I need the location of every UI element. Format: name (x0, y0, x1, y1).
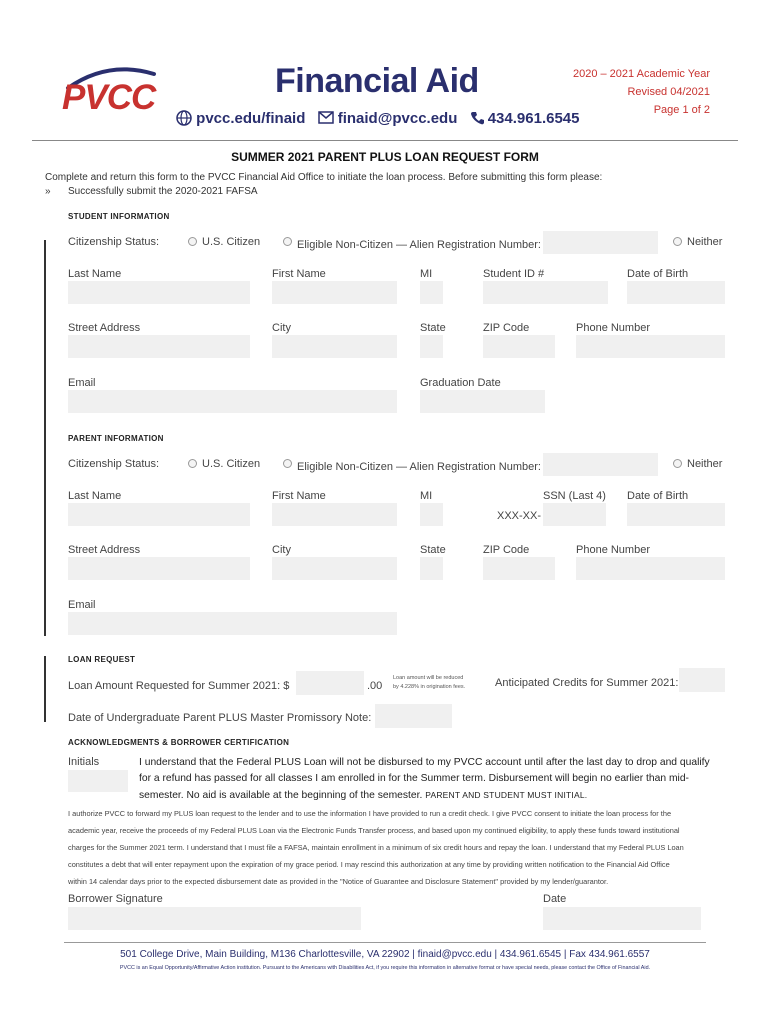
ack-line2: for a refund has passed for all classes I am enrolled in for the Summer term. Disbursement will begin no earlier than mid- (139, 773, 689, 784)
ack-section-heading: ACKNOWLEDGMENTS & BORROWER CERTIFICATION (68, 738, 290, 747)
radio-label: U.S. Citizen (202, 458, 261, 470)
bullet-text: Successfully submit the 2020-2021 FAFSA (68, 186, 258, 197)
form-title: SUMMER 2021 PARENT PLUS LOAN REQUEST FORM (231, 150, 539, 164)
ack-line1: I understand that the Federal PLUS Loan will not be disbursed to my PVCC account until after the last day to drop and qualify (139, 757, 710, 768)
radio-label: U.S. Citizen (202, 236, 261, 248)
parent-radio-neither[interactable] (673, 458, 722, 470)
parent-city-field[interactable] (272, 557, 397, 580)
ack-line3-text: semester. No aid is available at the beginning of the semester. (139, 790, 423, 801)
parent-state-label: State (420, 544, 446, 556)
student-first-name-field[interactable] (272, 281, 397, 304)
student-zip-field[interactable] (483, 335, 555, 358)
parent-section-bar (44, 436, 46, 636)
header-divider (32, 140, 738, 141)
auth-line2: academic year, receive the proceeds of my Federal PLUS Loan via the Electronic Funds Transfer process, and based upon my continued eligibility, to apply these funds toward institutional (68, 826, 680, 835)
fee-note-line1: Loan amount will be reduced (393, 675, 464, 681)
phone-link[interactable]: 434.961.6545 (487, 110, 580, 127)
academic-year: 2020 – 2021 Academic Year (572, 68, 710, 80)
radio-label: Neither (687, 458, 723, 470)
student-first-name-label: First Name (272, 268, 326, 280)
student-section-bar (44, 240, 46, 440)
mpn-date-field[interactable] (375, 704, 452, 728)
parent-first-name-field[interactable] (272, 503, 397, 526)
mail-icon (318, 111, 334, 124)
parent-citizenship-label: Citizenship Status: (68, 458, 160, 470)
parent-radio-eligible[interactable] (283, 458, 541, 473)
radio-label: Neither (687, 236, 723, 248)
form-intro: Complete and return this form to the PVCC Financial Aid Office to initiate the loan process. Before submitting this form please: (45, 172, 603, 183)
radio-label: Eligible Non-Citizen — Alien Registration Number: (297, 239, 541, 251)
signature-field[interactable] (68, 907, 361, 930)
revised-date: Revised 04/2021 (627, 86, 710, 98)
student-last-name-label: Last Name (68, 268, 122, 280)
radio-icon[interactable] (188, 459, 197, 468)
fee-note (393, 674, 465, 692)
date-label: Date (543, 893, 567, 905)
website-link[interactable]: pvcc.edu/finaid (196, 110, 306, 127)
student-mi-field[interactable] (420, 281, 443, 304)
page-number: Page 1 of 2 (653, 104, 710, 116)
student-phone-label: Phone Number (576, 322, 650, 334)
parent-alien-number-field[interactable] (543, 453, 658, 476)
student-street-label: Street Address (68, 322, 141, 334)
credits-field[interactable] (679, 668, 725, 692)
student-id-label: Student ID # (483, 268, 545, 280)
mpn-date-label: Date of Undergraduate Parent PLUS Master Promissory Note: (68, 712, 372, 724)
parent-email-label: Email (68, 599, 96, 611)
radio-icon[interactable] (673, 459, 682, 468)
logo-text: PVCC (62, 78, 156, 117)
parent-street-label: Street Address (68, 544, 141, 556)
student-state-label: State (420, 322, 446, 334)
footer-address: 501 College Drive, Main Building, M136 Charlottesville, VA 22902 | finaid@pvcc.edu | 434.961.6545 | Fax 434.961.6557 (120, 949, 650, 960)
radio-icon[interactable] (283, 459, 292, 468)
student-section-heading: STUDENT INFORMATION (68, 212, 170, 221)
parent-last-name-field[interactable] (68, 503, 250, 526)
authorization-text (68, 805, 728, 890)
auth-line1: I authorize PVCC to forward my PLUS loan request to the lender and to use the information I have provided to run a credit check. I give PVCC consent to initiate the loan process for the (68, 809, 672, 818)
radio-label: Eligible Non-Citizen — Alien Registration Number: (297, 461, 541, 473)
student-city-field[interactable] (272, 335, 397, 358)
parent-dob-label: Date of Birth (627, 490, 689, 502)
loan-cents: .00 (367, 680, 383, 692)
phone-icon (470, 111, 484, 125)
parent-zip-label: ZIP Code (483, 544, 530, 556)
student-email-field[interactable] (68, 390, 397, 413)
globe-icon (176, 110, 192, 126)
auth-line4: constitutes a debt that will enter repayment upon the expiration of my grace period. I may rescind this authorization at any time by providing written notification to the Financial Aid Office (68, 860, 670, 869)
student-zip-label: ZIP Code (483, 322, 530, 334)
loan-section-heading: LOAN REQUEST (68, 655, 136, 664)
page-title: Financial Aid (275, 62, 479, 100)
parent-dob-field[interactable] (627, 503, 725, 526)
student-dob-field[interactable] (627, 281, 725, 304)
radio-icon[interactable] (188, 237, 197, 246)
student-citizenship-label: Citizenship Status: (68, 236, 160, 248)
parent-phone-field[interactable] (576, 557, 725, 580)
parent-city-label: City (272, 544, 291, 556)
student-email-label: Email (68, 377, 96, 389)
auth-line3: charges for the Summer 2021 term. I understand that I must file a FAFSA, maintain enrollment in a minimum of six credit hours and repay the loan. I understand that my Federal PLUS Loan (68, 843, 684, 852)
parent-email-field[interactable] (68, 612, 397, 635)
parent-phone-label: Phone Number (576, 544, 650, 556)
ack-line3 (139, 787, 725, 804)
parent-zip-field[interactable] (483, 557, 555, 580)
contact-bar (176, 110, 579, 127)
initials-field[interactable] (68, 770, 128, 792)
student-street-field[interactable] (68, 335, 250, 358)
radio-icon[interactable] (673, 237, 682, 246)
loan-amount-label: Loan Amount Requested for Summer 2021: $ (68, 680, 290, 692)
bullet-mark: » (45, 186, 51, 197)
loan-section-bar (44, 656, 46, 722)
parent-street-field[interactable] (68, 557, 250, 580)
student-state-field[interactable] (420, 335, 443, 358)
email-link[interactable]: finaid@pvcc.edu (337, 110, 458, 127)
pvcc-logo (60, 62, 160, 122)
parent-section-heading: PARENT INFORMATION (68, 434, 164, 443)
student-last-name-field[interactable] (68, 281, 250, 304)
credits-label: Anticipated Credits for Summer 2021: (495, 677, 679, 689)
parent-state-field[interactable] (420, 557, 443, 580)
ack-line3-caps: PARENT AND STUDENT MUST INITIAL. (425, 790, 588, 800)
student-dob-label: Date of Birth (627, 268, 689, 280)
student-mi-label: MI (420, 268, 433, 280)
initials-label: Initials (68, 756, 100, 768)
student-grad-date-field[interactable] (420, 390, 545, 413)
student-id-field[interactable] (483, 281, 608, 304)
student-phone-field[interactable] (576, 335, 725, 358)
parent-ssn-label: SSN (Last 4) (543, 490, 606, 502)
parent-last-name-label: Last Name (68, 490, 122, 502)
student-radio-eligible[interactable] (283, 236, 541, 251)
student-city-label: City (272, 322, 291, 334)
signature-date-field[interactable] (543, 907, 701, 930)
parent-first-name-label: First Name (272, 490, 326, 502)
auth-line5: within 14 calendar days prior to the expected disbursement date as provided in the "Notice of Guarantee and Disclosure Statement" provided by my lender/guarantor. (68, 877, 609, 886)
parent-ssn-prefix: XXX-XX- (497, 510, 542, 522)
parent-mi-label: MI (420, 490, 433, 502)
parent-mi-field[interactable] (420, 503, 443, 526)
student-alien-number-field[interactable] (543, 231, 658, 254)
student-radio-us[interactable] (188, 236, 260, 248)
fee-note-line2: by 4.228% in origination fees. (393, 684, 466, 690)
parent-radio-us[interactable] (188, 458, 260, 470)
footer-disclaimer: PVCC is an Equal Opportunity/Affirmative Action institution. Pursuant to the Americans with Disabilities Act, if you require this information in alternative format or have special needs, please contact the Office of Financial Aid. (119, 965, 651, 971)
radio-icon[interactable] (283, 237, 292, 246)
parent-ssn-field[interactable] (543, 503, 606, 526)
ack-statement (139, 755, 725, 804)
student-grad-date-label: Graduation Date (420, 377, 501, 389)
loan-amount-field[interactable] (296, 671, 364, 695)
student-radio-neither[interactable] (673, 236, 722, 248)
signature-label: Borrower Signature (68, 893, 163, 905)
footer-divider (64, 942, 706, 943)
